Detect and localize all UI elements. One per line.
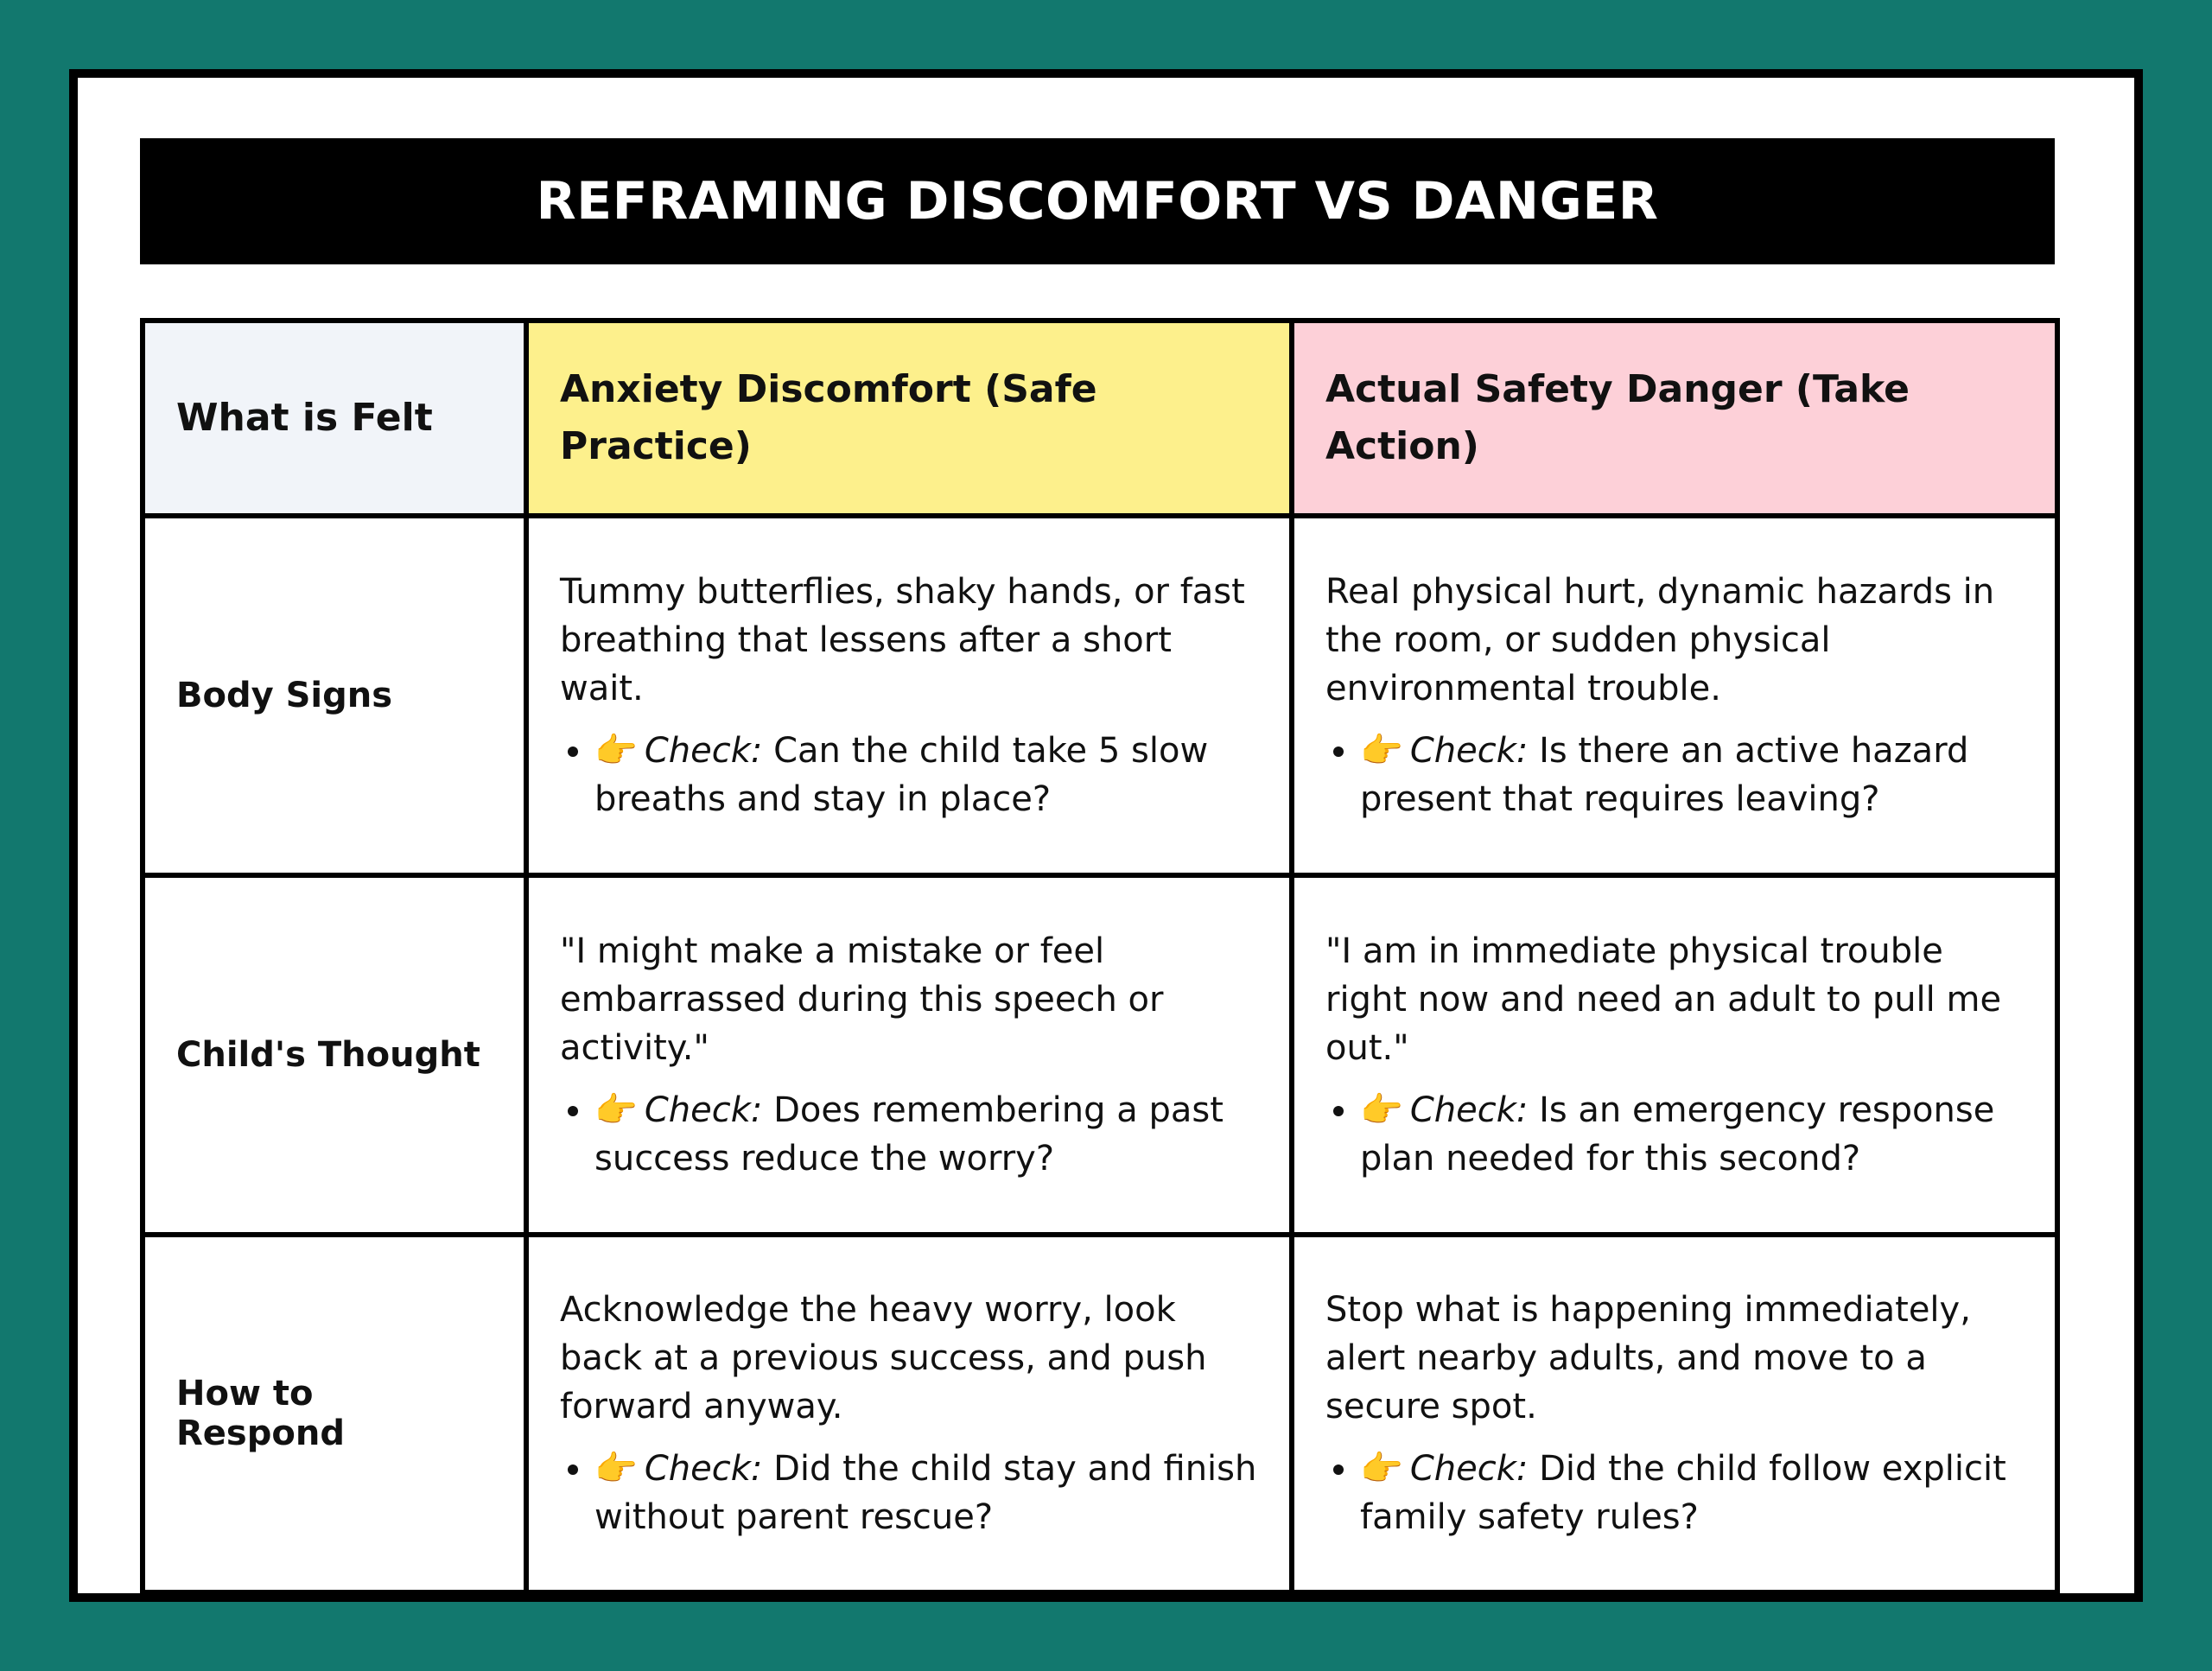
- check-label: Check:: [1409, 1090, 1529, 1130]
- anxiety-description: Acknowledge the heavy worry, look back at a previous success, and push forward anyway.: [560, 1289, 1207, 1426]
- check-label: Check:: [1409, 731, 1529, 772]
- comparison-table: [140, 318, 2060, 1595]
- header-danger: Actual Safety Danger (Take Action): [1325, 367, 1910, 469]
- table-header-row: [143, 321, 2057, 516]
- row-label-cell: [143, 1235, 526, 1592]
- check-question: Can the child take 5 slow breaths and stay in place?: [594, 731, 1209, 820]
- header-felt: What is Felt: [176, 396, 433, 441]
- anxiety-description: "I might make a mistake or feel embarrassed during this speech or activity.": [560, 931, 1164, 1068]
- pointing-hand-icon: 👉: [594, 1448, 638, 1489]
- check-question: Did the child follow explicit family safety rules?: [1360, 1448, 2006, 1537]
- anxiety-cell: [526, 875, 1292, 1235]
- pointing-hand-icon: 👉: [1360, 1090, 1403, 1130]
- pointing-hand-icon: 👉: [594, 731, 638, 772]
- pointing-hand-icon: 👉: [1360, 731, 1403, 772]
- danger-description: "I am in immediate physical trouble right now and need an adult to pull me out.": [1325, 931, 2002, 1068]
- check-item: [594, 727, 1258, 823]
- check-label: Check:: [1409, 1448, 1529, 1489]
- check-label: Check:: [644, 1090, 763, 1130]
- header-cell-felt: [143, 321, 526, 516]
- table-row: [143, 516, 2057, 875]
- header-anxiety: Anxiety Discomfort (Safe Practice): [560, 367, 1097, 469]
- danger-description: Stop what is happening immediately, alert nearby adults, and move to a secure spot.: [1325, 1289, 1971, 1426]
- danger-description: Real physical hurt, dynamic hazards in the room, or sudden physical environmental trouble.: [1325, 572, 1995, 709]
- table-row: [143, 1235, 2057, 1592]
- check-question: Is an emergency response plan needed for this second?: [1360, 1090, 1995, 1179]
- check-item: [1360, 1086, 2024, 1183]
- row-label: How to Respond: [176, 1373, 345, 1453]
- pointing-hand-icon: 👉: [594, 1090, 638, 1130]
- header-cell-anxiety: [526, 321, 1292, 516]
- pointing-hand-icon: 👉: [1360, 1448, 1403, 1489]
- danger-cell: [1292, 1235, 2057, 1592]
- anxiety-description: Tummy butterflies, shaky hands, or fast breathing that lessens after a short wait.: [560, 572, 1245, 709]
- check-item: [1360, 727, 2024, 823]
- check-label: Check:: [644, 731, 763, 772]
- check-question: Is there an active hazard present that requires leaving?: [1360, 731, 1969, 820]
- check-label: Check:: [644, 1448, 763, 1489]
- header-cell-danger: [1292, 321, 2057, 516]
- page-title: REFRAMING DISCOMFORT VS DANGER: [536, 171, 1659, 232]
- anxiety-cell: [526, 516, 1292, 875]
- danger-cell: [1292, 875, 2057, 1235]
- danger-cell: [1292, 516, 2057, 875]
- title-bar: [140, 138, 2055, 264]
- row-label-cell: [143, 875, 526, 1235]
- check-item: [594, 1086, 1258, 1183]
- check-question: Does remembering a past success reduce the worry?: [594, 1090, 1224, 1179]
- table-row: [143, 875, 2057, 1235]
- check-item: [1360, 1445, 2024, 1541]
- row-label: Body Signs: [176, 676, 393, 716]
- anxiety-cell: [526, 1235, 1292, 1592]
- check-item: [594, 1445, 1258, 1541]
- row-label: Child's Thought: [176, 1034, 480, 1075]
- check-question: Did the child stay and finish without parent rescue?: [594, 1448, 1257, 1537]
- row-label-cell: [143, 516, 526, 875]
